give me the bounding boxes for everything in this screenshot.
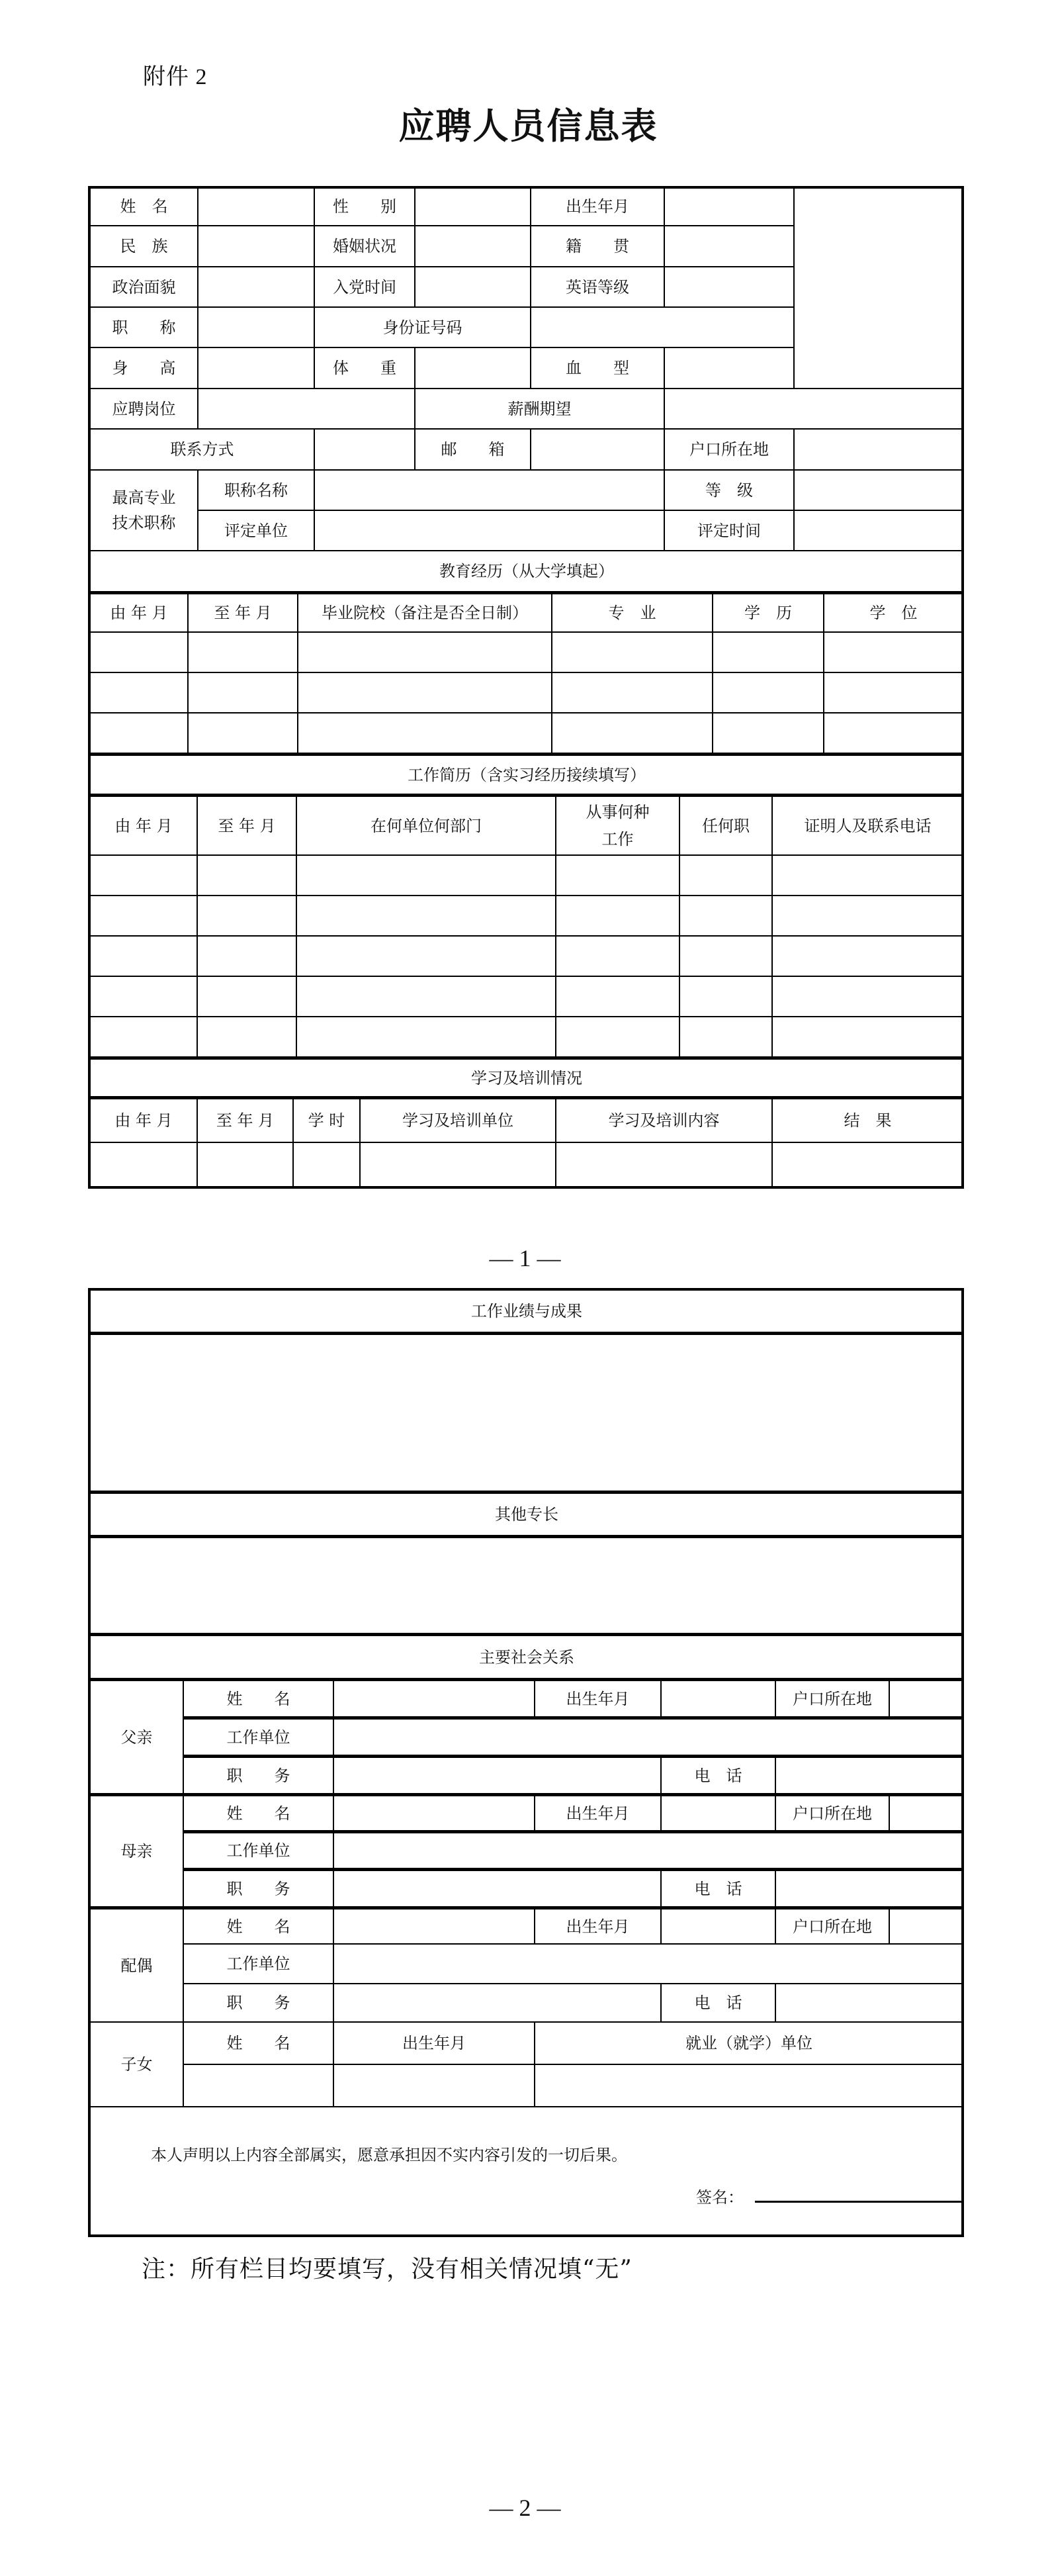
work-cell[interactable] (91, 1017, 197, 1056)
education-cell[interactable] (189, 713, 297, 753)
ethnicity-field[interactable] (198, 226, 314, 266)
label-birth: 出生年月 (566, 197, 629, 216)
achievements-section-title: 工作业绩与成果 (471, 1302, 582, 1320)
relations-section-title: 主要社会关系 (479, 1647, 574, 1667)
birth-field[interactable] (665, 187, 793, 226)
work-cell[interactable] (680, 1017, 771, 1056)
weight-field[interactable] (416, 348, 530, 388)
gender-field[interactable] (416, 187, 530, 226)
achievements-field[interactable] (91, 1335, 963, 1491)
pro-title-name-field[interactable] (315, 471, 664, 510)
work-cell[interactable] (198, 856, 296, 895)
education-section-title: 教育经历（从大学填起） (439, 562, 614, 580)
train-col-content: 学习及培训内容 (608, 1111, 720, 1130)
member-birth-field[interactable] (662, 1796, 775, 1830)
education-cell[interactable] (298, 673, 551, 712)
member-birth-field[interactable] (662, 1909, 775, 1943)
education-cell[interactable] (713, 713, 823, 753)
relation-children: 子女 (120, 2055, 153, 2074)
label-gender: 性 别 (333, 197, 396, 216)
education-cell[interactable] (189, 633, 297, 672)
edu-col-to: 至 年 月 (214, 604, 272, 622)
member-name-field[interactable] (334, 1796, 534, 1830)
work-cell[interactable] (297, 937, 555, 976)
label-english: 英语等级 (566, 277, 629, 297)
education-cell[interactable] (824, 633, 963, 672)
work-cell[interactable] (91, 937, 197, 976)
member-job-field[interactable] (334, 1984, 660, 2021)
work-cell[interactable] (773, 896, 963, 935)
work-cell[interactable] (773, 977, 963, 1016)
education-cell[interactable] (91, 713, 187, 753)
political-field[interactable] (198, 267, 314, 306)
label-blood: 血 型 (566, 359, 629, 377)
member-name-label: 姓 名 (226, 1917, 290, 1936)
member-work-unit-field[interactable] (334, 1720, 963, 1755)
hukou-field[interactable] (795, 430, 963, 469)
work-cell[interactable] (680, 856, 771, 895)
member-phone-label: 电 话 (694, 1994, 742, 2012)
member-name-field[interactable] (334, 1909, 534, 1943)
work-col-unit: 在何单位何部门 (371, 816, 482, 835)
education-cell[interactable] (824, 713, 963, 753)
member-job-label: 职 务 (226, 1994, 290, 2012)
children-col-birth: 出生年月 (402, 2034, 466, 2052)
work-cell[interactable] (556, 937, 679, 976)
edu-col-from: 由 年 月 (110, 604, 168, 622)
name-field[interactable] (198, 187, 314, 226)
work-cell[interactable] (556, 856, 679, 895)
label-native-place: 籍 贯 (566, 237, 629, 255)
work-cell[interactable] (198, 977, 296, 1016)
education-cell[interactable] (552, 633, 712, 672)
work-cell[interactable] (297, 977, 555, 1016)
children-col-unit: 就业（就学）单位 (685, 2034, 812, 2052)
label-height: 身 高 (112, 359, 176, 377)
education-cell[interactable] (298, 713, 551, 753)
member-phone-field[interactable] (776, 1984, 963, 2021)
declaration-statement: 本人声明以上内容全部属实，愿意承担因不实内容引发的一切后果。 (151, 2146, 627, 2164)
children-birth-field[interactable] (334, 2065, 534, 2106)
member-phone-label: 电 话 (694, 1879, 742, 1898)
member-birth-label: 出生年月 (566, 1689, 630, 1708)
work-cell[interactable] (91, 977, 197, 1016)
member-birth-label: 出生年月 (566, 1804, 630, 1823)
work-cell[interactable] (198, 896, 296, 935)
relation-label: 配偶 (120, 1956, 153, 1975)
native-place-field[interactable] (665, 226, 793, 266)
email-field[interactable] (531, 430, 664, 469)
label-weight: 体 重 (333, 359, 396, 377)
work-cell[interactable] (773, 1017, 963, 1056)
member-phone-field[interactable] (776, 1871, 963, 1906)
label-grade: 等 级 (705, 481, 753, 500)
member-name-label: 姓 名 (226, 1689, 290, 1708)
attachment-label: 附件 2 (143, 65, 208, 89)
member-name-label: 姓 名 (226, 1804, 290, 1823)
member-name-field[interactable] (334, 1681, 534, 1716)
label-ethnicity: 民 族 (120, 237, 168, 255)
member-work-unit-label: 工作单位 (226, 1727, 290, 1747)
blood-field[interactable] (665, 348, 793, 388)
education-cell[interactable] (189, 673, 297, 712)
signature-field[interactable] (755, 2201, 961, 2203)
education-cell[interactable] (713, 673, 823, 712)
id-number-field[interactable] (531, 308, 793, 347)
member-job-label: 职 务 (226, 1766, 290, 1785)
training-cell[interactable] (198, 1143, 292, 1187)
grade-field[interactable] (795, 471, 963, 510)
work-col-from: 由 年 月 (114, 816, 173, 835)
divider (89, 2106, 963, 2107)
label-pro-title-name: 职称名称 (224, 481, 288, 500)
label-eval-unit: 评定单位 (224, 521, 288, 540)
english-field[interactable] (665, 267, 793, 306)
work-cell[interactable] (198, 1017, 296, 1056)
member-job-field[interactable] (334, 1758, 660, 1793)
member-hukou-field[interactable] (890, 1681, 963, 1716)
education-cell[interactable] (91, 633, 187, 672)
edu-col-degree: 学 位 (869, 604, 918, 622)
train-col-unit: 学习及培训单位 (402, 1111, 513, 1130)
contact-field[interactable] (315, 430, 414, 469)
member-work-unit-label: 工作单位 (226, 1841, 290, 1860)
work-cell[interactable] (91, 896, 197, 935)
member-job-field[interactable] (334, 1871, 660, 1906)
label-political: 政治面貌 (112, 277, 176, 297)
work-cell[interactable] (198, 937, 296, 976)
footnote: 注：所有栏目均要填写，没有相关情况填“无” (142, 2256, 633, 2283)
education-cell[interactable] (824, 673, 963, 712)
training-cell[interactable] (361, 1143, 555, 1187)
marital-field[interactable] (416, 226, 530, 266)
training-cell[interactable] (773, 1143, 963, 1187)
education-cell[interactable] (713, 633, 823, 672)
education-cell[interactable] (298, 633, 551, 672)
training-cell[interactable] (294, 1143, 359, 1187)
edu-col-degree-level: 学 历 (744, 604, 792, 622)
member-work-unit-field[interactable] (334, 1945, 963, 1983)
edu-col-major: 专 业 (608, 604, 656, 622)
label-id-number: 身份证号码 (382, 318, 462, 337)
children-name-field[interactable] (184, 2065, 333, 2106)
work-col-post: 任何职 (702, 816, 750, 835)
label-marital: 婚姻状况 (333, 237, 396, 255)
work-cell[interactable] (297, 856, 555, 895)
member-hukou-label: 户口所在地 (793, 1689, 872, 1708)
education-cell[interactable] (552, 713, 712, 753)
photo-area[interactable] (795, 187, 963, 389)
label-email: 邮 箱 (441, 440, 505, 459)
training-section-title: 学习及培训情况 (471, 1068, 582, 1087)
member-birth-field[interactable] (662, 1681, 775, 1716)
label-name: 姓 名 (120, 197, 168, 216)
training-cell[interactable] (91, 1143, 197, 1187)
title-rank-field[interactable] (198, 308, 314, 347)
relation-label: 母亲 (120, 1842, 153, 1861)
member-hukou-label: 户口所在地 (793, 1804, 872, 1823)
member-hukou-field[interactable] (890, 1796, 963, 1830)
eval-time-field[interactable] (795, 511, 963, 550)
label-pro-title-group: 最高专业 技术职称 (112, 488, 176, 532)
label-party-date: 入党时间 (333, 277, 396, 297)
member-hukou-label: 户口所在地 (793, 1917, 872, 1936)
train-col-result: 结 果 (844, 1111, 892, 1130)
work-cell[interactable] (680, 896, 771, 935)
work-cell[interactable] (680, 937, 771, 976)
children-unit-field[interactable] (535, 2065, 963, 2106)
work-cell[interactable] (556, 977, 679, 1016)
relation-label: 父亲 (120, 1727, 153, 1747)
work-cell[interactable] (297, 1017, 555, 1056)
party-date-field[interactable] (416, 267, 530, 306)
label-title-rank: 职 称 (112, 318, 176, 337)
train-col-from: 由 年 月 (114, 1111, 173, 1130)
training-cell[interactable] (556, 1143, 771, 1187)
salary-field[interactable] (665, 389, 963, 428)
education-cell[interactable] (91, 673, 187, 712)
train-col-hours: 学 时 (308, 1111, 345, 1130)
page-title: 应聘人员信息表 (398, 105, 658, 147)
label-eval-time: 评定时间 (697, 521, 761, 540)
skills-field[interactable] (91, 1538, 963, 1633)
work-col-job: 从事何种 工作 (586, 802, 650, 849)
member-hukou-field[interactable] (890, 1909, 963, 1943)
education-cell[interactable] (552, 673, 712, 712)
work-cell[interactable] (773, 937, 963, 976)
member-job-label: 职 务 (226, 1879, 290, 1898)
label-hukou: 户口所在地 (689, 440, 769, 459)
work-cell[interactable] (556, 896, 679, 935)
skills-section-title: 其他专长 (495, 1505, 558, 1524)
work-cell[interactable] (556, 1017, 679, 1056)
member-work-unit-field[interactable] (334, 1833, 963, 1868)
signature-label: 签名： (696, 2188, 744, 2207)
height-field[interactable] (198, 348, 314, 388)
member-work-unit-label: 工作单位 (226, 1955, 290, 1973)
train-col-to: 至 年 月 (216, 1111, 275, 1130)
work-col-to: 至 年 月 (218, 816, 276, 835)
edu-col-school: 毕业院校（备注是否全日制） (322, 604, 528, 622)
page-number-2: — 2 — (489, 2495, 561, 2521)
member-phone-field[interactable] (776, 1758, 963, 1793)
work-cell[interactable] (297, 896, 555, 935)
label-contact: 联系方式 (170, 440, 234, 459)
work-cell[interactable] (773, 856, 963, 895)
page-number-1: — 1 — (489, 1245, 561, 1271)
work-cell[interactable] (91, 856, 197, 895)
label-salary: 薪酬期望 (507, 399, 572, 418)
children-col-name: 姓 名 (226, 2034, 290, 2052)
work-col-reference: 证明人及联系电话 (804, 816, 932, 835)
eval-unit-field[interactable] (315, 511, 664, 550)
label-position: 应聘岗位 (112, 399, 176, 418)
member-phone-label: 电 话 (694, 1766, 742, 1785)
work-section-title: 工作简历（含实习经历接续填写） (408, 765, 646, 784)
member-birth-label: 出生年月 (566, 1917, 630, 1936)
work-cell[interactable] (680, 977, 771, 1016)
position-field[interactable] (198, 389, 414, 428)
